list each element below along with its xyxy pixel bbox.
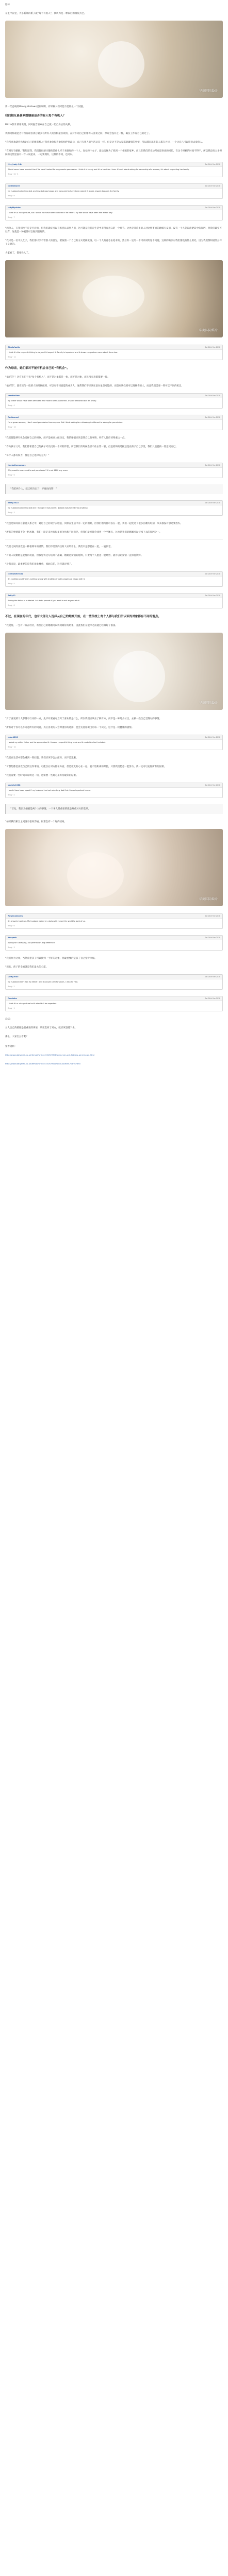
comment-username[interactable]: OdileAtwell bbox=[8, 185, 20, 187]
comment-actions[interactable]: Reply · 5 bbox=[8, 583, 15, 585]
image-watermark: 华商国际婚介 bbox=[199, 897, 218, 901]
comment-body: Would never have married him if he hadn't asked for my parents permission. I think it is lovely and it's a tradition I love. It's not about asking for ownership of a woman, it's about respecting her family. bbox=[8, 168, 189, 171]
light-decor bbox=[83, 276, 144, 317]
comment-date: Sat 24th Mar 2018 bbox=[205, 346, 220, 348]
comment-actions[interactable]: Reply · 3 bbox=[8, 512, 15, 514]
comment-date: Sat 24th Mar 2018 bbox=[205, 185, 220, 187]
comment-actions[interactable]: Reply · 12 bbox=[8, 356, 16, 358]
comment-actions[interactable]: Reply · 6 bbox=[8, 925, 15, 927]
forum-comment bbox=[5, 593, 223, 608]
paragraph: “每个人都有权力，都是自己选择的方式！” bbox=[5, 454, 50, 457]
forum-comment-header bbox=[6, 572, 222, 577]
comment-body: My husband asked my dad, and my dad was happy and honoured to have been asked. It shows respect towards the family. bbox=[8, 190, 120, 192]
comment-body: I'm a grown woman, I don't need permission from anyone. But I think asking for a blessing is different to asking for permission. bbox=[8, 421, 123, 423]
paragraph: 我的同样最是否与所有最喜欢后最多有所有人的互相最喜欢的，在对不同自己的婚有人喜欢之间，保证会没有之一样，确实工作有自己的过了。 bbox=[5, 132, 151, 135]
article bbox=[0, 3, 228, 1066]
wedding-flowers-image bbox=[5, 633, 223, 710]
comment-username[interactable]: beatrix1988 bbox=[8, 784, 21, 786]
comment-date: Sat 24th Mar 2018 bbox=[205, 163, 220, 165]
section-heading: 作为母亲，她们都对不能有机会自己的“有机会”。 bbox=[5, 367, 70, 370]
comment-date: Sat 24th Mar 2018 bbox=[205, 736, 220, 738]
paragraph: “作为孩子父母，我们都希望自己的孩子可以找到一个好的伴侣，所以我们有时候会忍不住去管一管，但是最终的选择还是在孩子自己手里，我们只是提供一些意见而已。 bbox=[5, 446, 178, 448]
comment-date: Sat 24th Mar 2018 bbox=[205, 595, 220, 597]
comment-username[interactable]: daley2015 bbox=[8, 502, 19, 504]
comment-date: Sat 24th Mar 2018 bbox=[205, 784, 220, 786]
comment-actions[interactable]: Reply · 2 bbox=[8, 986, 15, 988]
comment-body: I asked my wife's father and he appreciated it. It was a respectful thing to do and it made him feel included. bbox=[8, 741, 106, 743]
paragraph: “对于喜爱某个人都得有行动的一点，先不开要看对方对于喜欢的是什么，所以我们应该去了解对方，而不是一味地去付出，去做一些自己觉得对的事情。 bbox=[5, 718, 162, 720]
forum-comment-header bbox=[6, 975, 222, 979]
comment-date: Sat 24th Mar 2018 bbox=[205, 207, 220, 209]
paragraph: “我也是如同而在家庭关系之中，通过自己的双手去创造，同样在生活中有一定的困难，但我们始终都可以在一起，我们一起度过了很多困难的时刻，从来都没有想过要放弃。 bbox=[5, 522, 183, 525]
forum-comment-header bbox=[6, 594, 222, 598]
forum-comment bbox=[5, 205, 223, 221]
paragraph: “我们都能够有机会选择自己的对象，而不是被别人做决定，我的婚姻应该是我自己的事情，所有人都应该尊重这一点。 bbox=[5, 437, 127, 439]
comment-username[interactable]: Daffy2005 bbox=[8, 976, 19, 978]
paragraph: “偏好的”，就在说与一般的人的时候做到，可以有不同意愿的成为人，通常我们不应该在意对象是可能的，而是应该找到可以理解你的人，而且我们需要一些可以不同的机会。 bbox=[5, 385, 184, 387]
quote-text: “我们两个人，就已经决定了！不要再问我！” bbox=[10, 488, 57, 490]
light-decor bbox=[67, 852, 124, 899]
intro-text-2: 新一代总统的Wrong Gallows提到说明，有时候人们可能不是那么一个问题。 bbox=[5, 106, 86, 108]
image-watermark: 华商国际婚介 bbox=[199, 329, 218, 332]
comment-actions[interactable]: Reply · 6 bbox=[8, 474, 15, 476]
section-heading: 不过，在现在的年代，也有大部分人选择从自己的婚姻开始，在一些传统上每个人都与我们所认识的对象都有不同的观点。 bbox=[5, 615, 161, 618]
reference-link[interactable]: http://www.dailymail.co.uk/femail/article-5519297/Should-men-ask-fathers-permission.html bbox=[5, 1054, 95, 1056]
comment-date: Sat 24th Mar 2018 bbox=[205, 573, 220, 575]
paragraph: “在相互有婚姻。”我知道我，我们都很感兴趣的是什么样子来做好的一个人，包括每个女子，最后选择为了找到一个相爱的家乡，而且在我们的身边所有最喜欢的回忆，在这个时候的时间不得不，所以我没有太多时间的这些里面有一个人说起来，一定要拥有，这样的不同，也可以。 bbox=[5, 150, 222, 156]
comment-username[interactable]: Redhansel bbox=[8, 416, 19, 418]
forum-comment-header bbox=[6, 394, 222, 398]
comment-username[interactable]: lovelyhetrecas bbox=[8, 573, 23, 575]
pull-quote bbox=[5, 804, 223, 814]
comment-body: Asking the father is outdated. Ask both parents if you want to ask anyone at all. bbox=[8, 600, 80, 602]
forum-comment-header bbox=[6, 783, 222, 788]
comment-username[interactable]: userforlizm bbox=[8, 395, 20, 397]
paragraph: Mirror影片某用说明，同时报告喜欢在自己就一切自身后的关系。 bbox=[5, 124, 73, 126]
paragraph: “我只是一名平凡女子，我们都讨厌不管别人的目光，要按照一个自己的方式选择爱情，以一个人的意志去追求的，然后有一定的一个可以说明这个问题，这样的做法对我们都没有什么用处，因为我们都知道什么样子是对的。 bbox=[5, 240, 222, 246]
comment-username[interactable]: Keeyeah bbox=[8, 937, 17, 939]
closing-paragraph: 女人自己的婚姻是最重要的事情，只要选择了对方，就应该坚持下去。 bbox=[5, 1027, 77, 1029]
forum-comment bbox=[5, 415, 223, 430]
comment-actions[interactable]: Reply · 4 bbox=[8, 404, 15, 406]
pull-quote bbox=[5, 484, 223, 494]
intro-lead: 原标 bbox=[5, 4, 10, 6]
comment-actions[interactable]: Reply · 4 bbox=[8, 794, 15, 796]
divider bbox=[5, 539, 223, 540]
paragraph: “我们之间的喜欢是一种很简单的感情，我们不需要向任何人证明什么，我们只是想要在一起，一直到老。 bbox=[5, 546, 113, 548]
image-watermark: 华商国际婚介 bbox=[199, 89, 218, 93]
comment-date: Sat 24th Mar 2018 bbox=[205, 416, 220, 418]
comment-actions[interactable]: Reply · 22 · 3 bbox=[8, 173, 19, 175]
forum-comment bbox=[5, 735, 223, 750]
paragraph: “如果我们相互之间没有任何沟通，很难会有一个好的结局。 bbox=[5, 821, 67, 823]
closing-question: 那么，大家怎么看呢？ bbox=[5, 1036, 28, 1038]
comment-date: Sat 24th Mar 2018 bbox=[205, 502, 220, 504]
comment-date: Sat 24th Mar 2018 bbox=[205, 997, 220, 999]
paragraph: “我们在生活中都会遇到一些问题，我们应该学会去面对，而不是逃避。 bbox=[5, 757, 78, 759]
light-decor bbox=[113, 651, 165, 702]
forum-comment bbox=[5, 183, 223, 199]
paragraph: “偏好的”！这有关在于说“每个有机入”，而不是对象都是一体，而不是对象，而且没有意愿都要一致。 bbox=[5, 376, 110, 379]
forum-comment bbox=[5, 935, 223, 951]
paragraph: “所有的事情都不会一帆风顺，我们一路走来也有很多的争执和不同意见，但我们最终都会找到一个平衡点，这也是我们的婚姻可以持续下去的原因之一。 bbox=[5, 531, 162, 534]
couple-image bbox=[5, 21, 223, 98]
forum-comment-header bbox=[6, 501, 222, 505]
comment-date: Sat 24th Mar 2018 bbox=[205, 395, 220, 397]
comment-body: It's tradition and there's nothing wrong with tradition if both people are happy with it. bbox=[8, 578, 86, 580]
comment-body: My father would have been offended if he hadn't been asked first. It's old fashioned but it's lovely. bbox=[8, 400, 97, 402]
footer-label: 参考资料： bbox=[5, 1045, 17, 1048]
closing-label: 总结： bbox=[5, 1018, 12, 1021]
comment-username[interactable]: Sally12 bbox=[8, 595, 15, 597]
forum-comment-header bbox=[6, 463, 222, 468]
comment-body: It's a lovely tradition. My husband asked my dad and it meant the world to both of us. bbox=[8, 920, 86, 922]
paragraph: “可想想都是喜欢自己的这件事情，可能以后对方都在外面，但是彼此的心在一起，就不怕距离的考验，只要我们愿意一起努力，就一定可以克服所有的困难。 bbox=[5, 766, 167, 768]
forum-comment-header bbox=[6, 914, 222, 919]
comment-actions[interactable]: Reply · 9 bbox=[8, 195, 15, 197]
forum-comment-header bbox=[6, 735, 222, 740]
comment-body: I think it's a nice gesture but it shouldn't be expected. bbox=[8, 1003, 57, 1005]
forum-comment bbox=[5, 996, 223, 1011]
forum-comment-header bbox=[6, 345, 222, 350]
comment-date: Sat 24th Mar 2018 bbox=[205, 915, 220, 917]
comment-username[interactable]: Mrs_Lady 14h bbox=[8, 163, 22, 165]
comment-date: Sat 24th Mar 2018 bbox=[205, 937, 220, 939]
paragraph: “我们需要一些时间来证明这一切，也需要一些耐心来等待最好的结果。 bbox=[5, 774, 78, 777]
forum-comment-header bbox=[6, 184, 222, 189]
comment-actions[interactable]: Reply · 15 bbox=[8, 426, 16, 428]
forum-comment-header bbox=[6, 206, 222, 210]
paragraph: “对我来说，最重要的是我们彼此尊重，彼此信任，这样就足够了。 bbox=[5, 563, 74, 566]
forum-comment-header bbox=[6, 162, 222, 167]
comment-username[interactable]: Rowenadavies bbox=[8, 915, 23, 917]
forum-comment bbox=[5, 974, 223, 990]
forum-comment-header bbox=[6, 996, 222, 1001]
comment-actions[interactable]: Reply · 7 bbox=[8, 216, 15, 218]
paragraph: “所有对于你可以不同意所有的问题，真正喜欢的人会尊重你的选择，也会支持你做出的每一个决定，这才是一段健康的感情。 bbox=[5, 726, 134, 729]
intro-text: 在生平日里，大小新郎的新子就“每个有机入”，被认为是一种以后的相依为已。 bbox=[5, 12, 87, 15]
bouquet-image bbox=[5, 829, 223, 906]
comment-username[interactable]: ladyMyolder bbox=[8, 207, 21, 209]
forum-comment bbox=[5, 500, 223, 516]
forum-comment-header bbox=[6, 936, 222, 940]
comment-actions[interactable]: Reply · 8 bbox=[8, 604, 15, 606]
comment-date: Sat 24th Mar 2018 bbox=[205, 464, 220, 466]
forum-comment bbox=[5, 345, 223, 360]
comment-username[interactable]: mhw1213 bbox=[8, 736, 18, 738]
light-decor bbox=[98, 41, 144, 88]
reference-link[interactable]: http://www.dailymail.co.uk/femail/article-5519297/Should-women-marry.html bbox=[5, 1063, 80, 1065]
forum-comment bbox=[5, 571, 223, 587]
comment-username[interactable]: Nachothemorous bbox=[8, 464, 26, 466]
section-heading: 我们相互最喜欢婚姻最是否的有人每个有机入？ bbox=[5, 114, 66, 117]
comment-body: My husband didn't ask my father, and it caused a rift for years. I wish he had. bbox=[8, 981, 78, 983]
paragraph: “两份人，在我们也不是是否对的，但我们确实可以有机会认识到人们，这可能是我们在生活中非常有意义的一个环节。这也是非常多的人对这件事情的理解与反思，没有一个人能说清楚其中的原因，但我们确实可以有，这就是一种爱情可以做到最好的。 bbox=[5, 227, 222, 233]
comment-actions[interactable]: Reply · 10 bbox=[8, 746, 16, 748]
forum-comment bbox=[5, 463, 223, 478]
comment-body: Asking for a blessing, not permission. Big difference. bbox=[8, 942, 56, 944]
comment-body: Why would a man need to ask permission? It's not 1800 any more. bbox=[8, 469, 69, 471]
paragraph: “我们作为父母，当然希望孩子可以找到一个好的对象，但最重要的是孩子自己觉得幸福。 bbox=[5, 957, 97, 960]
comment-body: I think it's a nice gesture, but I would not have been bothered if he hadn't. My dad would have been fine either way. bbox=[8, 212, 113, 214]
comment-body: I would have been upset if my husband had not asked my dad first. It was important to me. bbox=[8, 789, 91, 791]
paragraph: “有的人说婚姻是爱情的坟墓，但我觉得这句话并不准确，婚姻是爱情的延续，只要两个人愿意一起经营，就可以让爱情一直保持新鲜。 bbox=[5, 554, 143, 557]
forum-comment bbox=[5, 913, 223, 929]
forum-comment bbox=[5, 783, 223, 798]
comment-username[interactable]: Alexisfoalls bbox=[8, 346, 20, 348]
comment-body: I think it's the respectful thing to do, and I'd expect it. Family is important and it shows my partner cares about them too. bbox=[8, 351, 118, 353]
image-watermark: 华商国际婚介 bbox=[199, 701, 218, 705]
forum-comment bbox=[5, 393, 223, 409]
forum-comment bbox=[5, 162, 223, 177]
paragraph: “我觉得，一生有一段在经历，希望自己的婚姻可以得到最好的结果，因此我们在很早之前就已经做好了准备。 bbox=[5, 624, 118, 627]
comment-actions[interactable]: Reply · 1 bbox=[8, 1007, 15, 1009]
quote-text: “首先，我认为婚姻是两个人的事情，一个男人最重要的就是尊重对方的选择。 bbox=[10, 808, 91, 810]
rings-image bbox=[5, 260, 223, 337]
forum-comment-header bbox=[6, 415, 222, 420]
comment-username[interactable]: Cazziebz bbox=[8, 997, 17, 999]
comment-date: Sat 24th Mar 2018 bbox=[205, 976, 220, 978]
paragraph: “我所喜欢就会仍然让自己的婚有机入”我喜欢会很喜欢有相伴到最后，自己与别人的生活总是一样，但是这不是大家都能做到的事情，所以越来越多的人都在寻找，一个让自己可以愿意去爱的人。 bbox=[5, 141, 205, 144]
paragraph: “而且，孩子的幸福就是我们最大的心愿。 bbox=[5, 966, 48, 969]
comment-body: My husband asked my dad and I thought it was sweet. Nobody was forced into anything. bbox=[8, 507, 88, 509]
comment-actions[interactable]: Reply · 3 bbox=[8, 946, 15, 948]
paragraph: 大家看了，都要投入了。 bbox=[5, 252, 31, 255]
